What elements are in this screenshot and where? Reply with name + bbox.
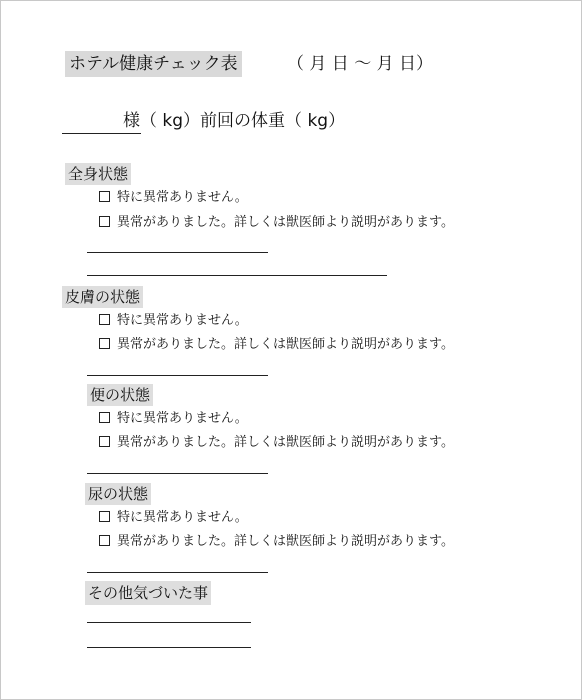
section-heading-stool: 便の状態	[87, 384, 153, 406]
option-urine-abnormal[interactable]	[99, 533, 454, 551]
section-heading-other: その他気づいた事	[85, 581, 211, 605]
stay-period-field: （ 月 日 ～ 月 日）	[287, 54, 434, 74]
option-label: 異常がありました。詳しくは獣医師より説明があります。	[117, 215, 454, 230]
sheet-title: ホテル健康チェック表	[65, 51, 242, 77]
option-label: 特に異常ありません。	[117, 510, 248, 525]
notes-line	[87, 252, 268, 253]
checkbox-icon[interactable]	[99, 191, 110, 202]
checkbox-icon[interactable]	[99, 436, 110, 447]
section-heading-general: 全身状態	[65, 163, 131, 185]
option-label: 異常がありました。詳しくは獣医師より説明があります。	[117, 337, 454, 352]
option-stool-normal[interactable]	[99, 410, 248, 428]
notes-line	[87, 275, 387, 276]
option-general-abnormal[interactable]	[99, 214, 454, 232]
checkbox-icon[interactable]	[99, 216, 110, 227]
section-heading-skin: 皮膚の状態	[62, 286, 143, 308]
option-skin-abnormal[interactable]	[99, 336, 454, 354]
notes-line	[87, 622, 251, 623]
owner-weight-line: 様（ kg）前回の体重（ kg）	[123, 111, 346, 131]
option-label: 特に異常ありません。	[117, 313, 248, 328]
checkbox-icon[interactable]	[99, 412, 110, 423]
option-label: 特に異常ありません。	[117, 411, 248, 426]
section-heading-urine: 尿の状態	[85, 483, 151, 505]
option-urine-normal[interactable]	[99, 509, 248, 527]
notes-line	[87, 647, 251, 648]
option-stool-abnormal[interactable]	[99, 434, 454, 452]
checkbox-icon[interactable]	[99, 511, 110, 522]
notes-line	[87, 473, 268, 474]
checkbox-icon[interactable]	[99, 535, 110, 546]
option-label: 特に異常ありません。	[117, 190, 248, 205]
checkbox-icon[interactable]	[99, 314, 110, 325]
notes-line	[87, 572, 268, 573]
checkbox-icon[interactable]	[99, 338, 110, 349]
owner-name-blank	[62, 133, 141, 134]
option-label: 異常がありました。詳しくは獣医師より説明があります。	[117, 534, 454, 549]
option-general-normal[interactable]	[99, 189, 248, 207]
option-skin-normal[interactable]	[99, 312, 248, 330]
option-label: 異常がありました。詳しくは獣医師より説明があります。	[117, 435, 454, 450]
notes-line	[87, 375, 268, 376]
